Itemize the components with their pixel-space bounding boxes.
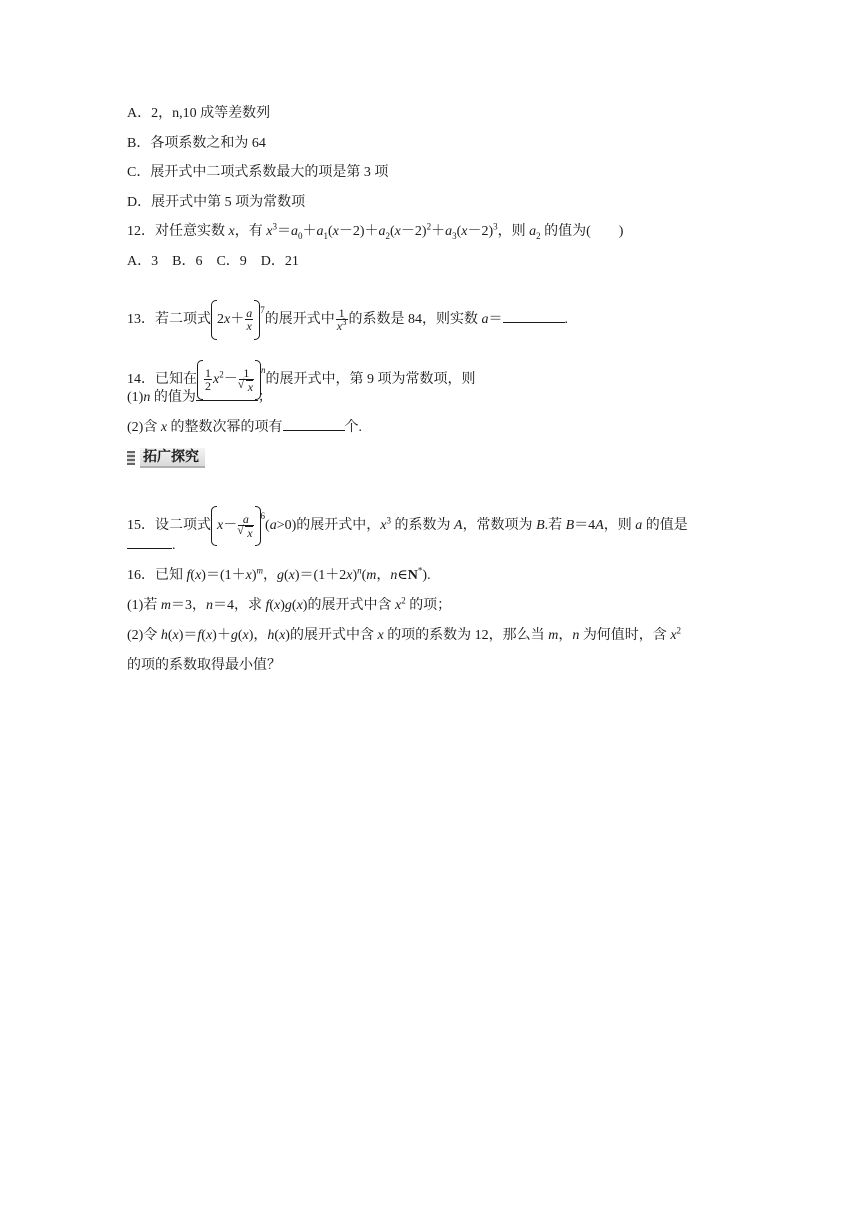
question-12: 12．对任意实数 x，有 $x^3=a_0+a_1(x-2)+a_2(x-2)^2+a_3(x-2)^3$，则 $a_2$ 的值为( ) [127,221,624,241]
question-16-part2: (2)令 h(x)＝f(x)＋g(x)，h(x)的展开式中含 x 的项的系数为 12，那么当 m，n 为何值时，含 $x^2$ [127,625,682,643]
question-15-answer: . [127,536,176,556]
question-15: 15．设二项式 x－ a √ x $^6$(a>0)的展开式中，$x^3$ 的系数为 A，常数项为 B.若 B＝4A，则 a 的值是 [127,500,688,542]
section-title: 拓广探究 [140,448,205,468]
question-14-part2: (2)含 x 的整数次幂的项有 个. [127,420,363,435]
question-16: 16．已知 $f(x)=(1+x)^m$，$g(x)=(1+2x)^n(m$，n∈N*). [127,565,431,583]
question-16-part1: (1)若 m＝3，n＝4，求 f(x)g(x)的展开式中含 $x^2$ 的项； [127,595,452,613]
question-13: 13．若二项式 2x＋ $\frac{a}{x}$ $^7$的展开式中 $\frac{1}{x^3}$ 的系数是 84，则实数 a＝ . [127,294,568,336]
question-14-part1: (1)n 的值为 ； [127,390,272,405]
option-11-d: D．展开式中第 5 项为常数项 [127,195,306,210]
question-12-options: A．3 B．6 C．9 D．21 [127,254,299,269]
option-11-c: C．展开式中二项式系数最大的项是第 3 项 [127,165,389,180]
option-11-a: A．2，n,10 成等差数列 [127,106,271,121]
option-11-b: B．各项系数之和为 64 [127,136,266,151]
question-14: 14．已知在 $\frac{1}{2}$ $x^2-$ 1 √ x $^n$的展开式中，第 9 项为常数项，则 [127,354,476,396]
section-marker-icon [127,451,135,465]
section-banner [127,448,217,468]
question-16-part2-cont: 的项的系数取得最小值？ [127,658,281,673]
